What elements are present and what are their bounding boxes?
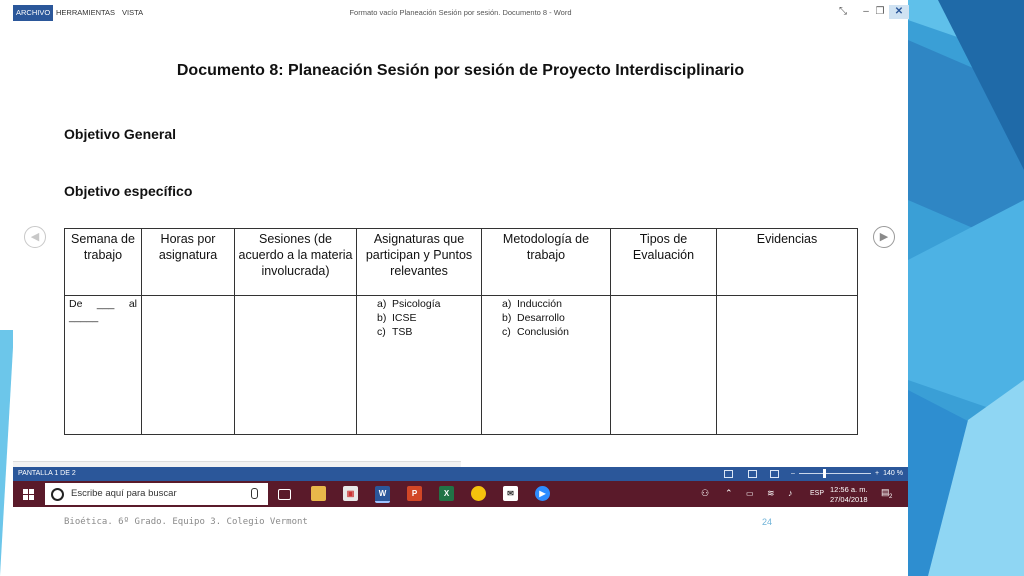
- taskbar-search[interactable]: [45, 483, 268, 505]
- header-hours: Horas por asignatura: [142, 229, 235, 296]
- slide-page-number: 24: [762, 517, 773, 527]
- list-item: b) Desarrollo: [502, 312, 565, 324]
- week-blank-2: _____: [69, 311, 99, 323]
- table-row: [65, 296, 858, 435]
- volume-icon[interactable]: ♪: [788, 488, 793, 498]
- wifi-icon[interactable]: ≋: [767, 488, 775, 498]
- menu-vista[interactable]: VISTA: [122, 8, 144, 17]
- file-explorer-icon[interactable]: [311, 486, 326, 501]
- list-item: c) TSB: [377, 326, 413, 338]
- window-title: Formato vacío Planeación Sesión por sesión. Documento 8 - Word: [349, 8, 572, 17]
- people-icon[interactable]: ⚇: [701, 488, 710, 498]
- microphone-icon[interactable]: [251, 488, 258, 499]
- notification-count: 2: [889, 494, 893, 500]
- header-sessions: Sesiones (de acuerdo a la materia involucrada): [235, 229, 357, 296]
- windows-start-icon[interactable]: [23, 489, 34, 500]
- language-indicator[interactable]: ESP: [810, 490, 825, 497]
- taskbar-clock[interactable]: [830, 485, 868, 505]
- print-layout-icon[interactable]: [748, 470, 757, 478]
- search-placeholder: Escribe aquí para buscar: [71, 488, 177, 499]
- slide-decoration: [908, 0, 1024, 576]
- slide-decoration-left: [0, 330, 14, 576]
- page-indicator: PANTALLA 1 DE 2: [18, 470, 76, 477]
- header-week: Semana de trabajo: [65, 229, 142, 296]
- next-slide-button[interactable]: ▶: [873, 226, 895, 248]
- zoom-slider-thumb[interactable]: [823, 469, 826, 478]
- restore-button[interactable]: ❐: [875, 6, 885, 17]
- zoom-level[interactable]: 140 %: [883, 470, 903, 477]
- status-bar: [13, 467, 908, 481]
- list-item: a) Psicología: [377, 298, 441, 310]
- slide-footer: Bioética. 6º Grado. Equipo 3. Colegio Vermont: [64, 517, 308, 527]
- week-de: De: [69, 298, 83, 310]
- mail-app-icon[interactable]: ✉: [503, 486, 518, 501]
- header-subjects: Asignaturas que participan y Puntos relevantes: [357, 229, 482, 296]
- title-bar: [13, 3, 908, 21]
- cell-methodology[interactable]: [482, 296, 611, 435]
- zoom-out-icon[interactable]: –: [791, 470, 795, 477]
- list-item: b) ICSE: [377, 312, 417, 324]
- excel-app-icon[interactable]: X: [439, 486, 454, 501]
- slide-background-panel: [908, 0, 1024, 576]
- read-mode-icon[interactable]: [724, 470, 733, 478]
- table-header-row: [65, 229, 858, 296]
- close-button[interactable]: ✕: [889, 5, 909, 19]
- week-al: al: [128, 298, 137, 310]
- document-page: [13, 21, 908, 467]
- list-item: c) Conclusión: [502, 326, 569, 338]
- header-methodology: Metodología de trabajo: [482, 229, 611, 296]
- menu-herramientas[interactable]: HERRAMIENTAS: [56, 8, 116, 17]
- header-evidence: Evidencias: [717, 229, 858, 296]
- powerpoint-app-icon[interactable]: P: [407, 486, 422, 501]
- windows-taskbar: [13, 481, 908, 507]
- minimize-button[interactable]: –: [863, 6, 869, 17]
- cell-evidence[interactable]: [717, 296, 858, 435]
- zoom-slider[interactable]: [799, 473, 871, 474]
- clock-date: 27/04/2018: [830, 495, 868, 504]
- web-layout-icon[interactable]: [770, 470, 779, 478]
- word-window: [13, 3, 908, 507]
- clock-time: 12:56 a. m.: [830, 485, 868, 494]
- objective-general-label: Objetivo General: [64, 126, 177, 142]
- document-heading: Documento 8: Planeación Sesión por sesión de Proyecto Interdisciplinario: [176, 62, 745, 79]
- objective-specific-label: Objetivo específico: [64, 183, 193, 199]
- list-item: a) Inducción: [502, 298, 562, 310]
- store-icon[interactable]: ▣: [343, 486, 358, 501]
- zoom-app-icon[interactable]: ▶: [535, 486, 550, 501]
- task-view-icon[interactable]: [278, 489, 291, 500]
- cell-evaluation[interactable]: [611, 296, 717, 435]
- previous-slide-button[interactable]: ◀: [24, 226, 46, 248]
- battery-icon[interactable]: ▭: [746, 489, 754, 498]
- chrome-app-icon[interactable]: [471, 486, 486, 501]
- menu-archivo[interactable]: ARCHIVO: [13, 5, 53, 21]
- cortana-icon: [51, 488, 64, 501]
- week-blank: ___: [96, 298, 115, 310]
- header-evaluation: Tipos de Evaluación: [611, 229, 717, 296]
- notifications-icon[interactable]: ▤: [881, 487, 890, 497]
- word-app-icon[interactable]: W: [375, 486, 390, 503]
- cell-sessions[interactable]: [235, 296, 357, 435]
- fullscreen-icon[interactable]: ⤡: [839, 6, 847, 17]
- planning-table: [64, 228, 858, 435]
- cell-hours[interactable]: [142, 296, 235, 435]
- cell-week[interactable]: [65, 296, 142, 435]
- zoom-in-icon[interactable]: +: [875, 470, 880, 477]
- cell-subjects[interactable]: [357, 296, 482, 435]
- chevron-up-icon[interactable]: ⌃: [725, 488, 733, 498]
